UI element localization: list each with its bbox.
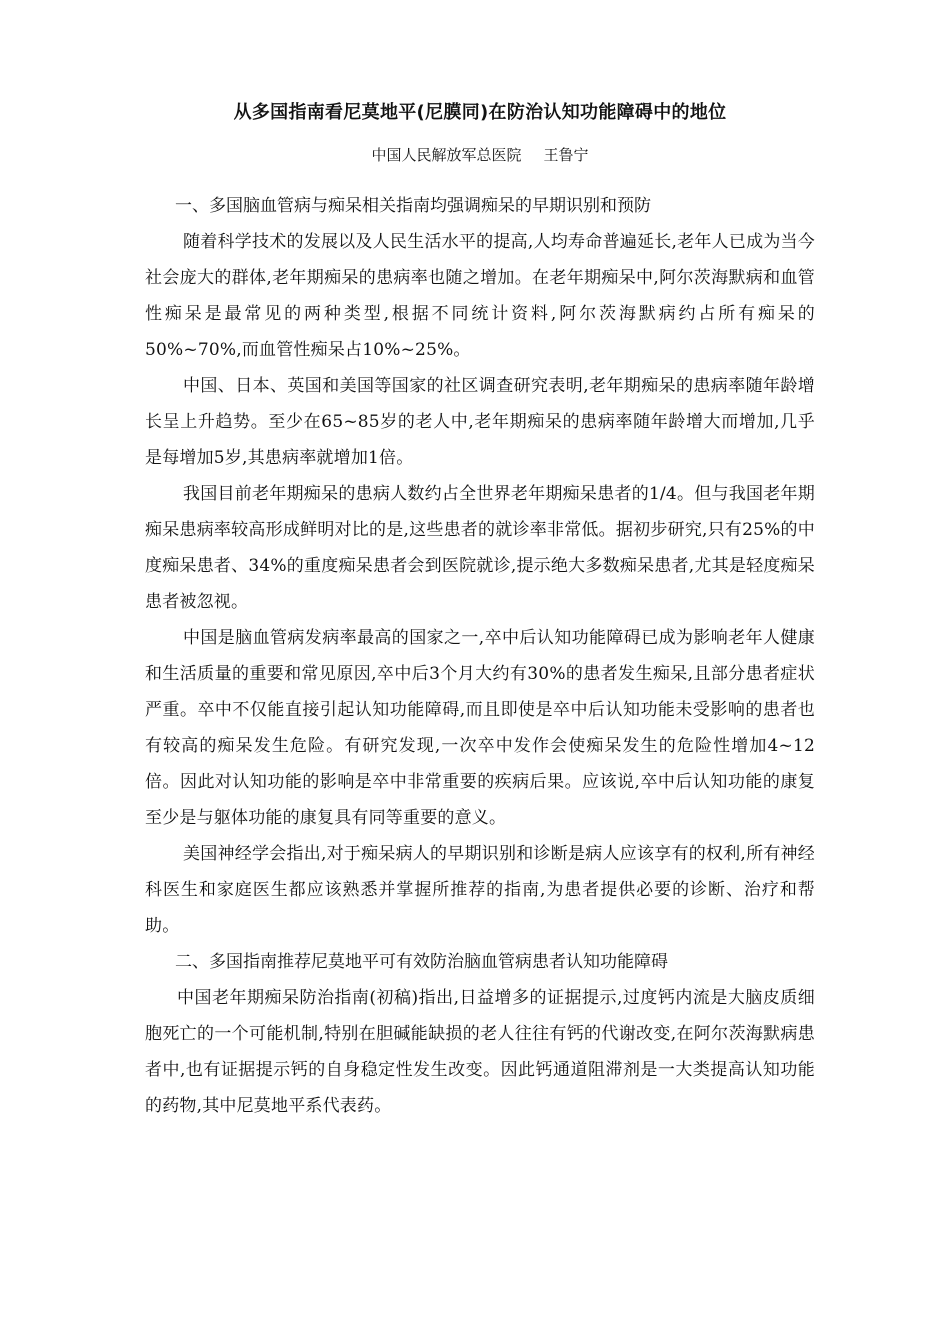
section-heading: 一、多国脑血管病与痴呆相关指南均强调痴呆的早期识别和预防 <box>175 196 651 216</box>
document-page <box>145 100 815 1124</box>
author-institution: 中国人民解放军总医院 <box>371 146 522 164</box>
paragraph: 我国目前老年期痴呆的患病人数约占全世界老年期痴呆患者的1/4。但与我国老年期痴呆患病率较高形成鲜明对比的是,这些患者的就诊率非常低。据初步研究,只有25%的中度痴呆患者、34%的重度痴呆患者会到医院就诊,提示绝大多数痴呆患者,尤其是轻度痴呆患者被忽视。 <box>145 484 815 612</box>
byline <box>145 144 815 166</box>
paragraph: 中国老年期痴呆防治指南(初稿)指出,日益增多的证据提示,过度钙内流是大脑皮质细胞死亡的一个可能机制,特别在胆碱能缺损的老人往往有钙的代谢改变,在阿尔茨海默病患者中,也有证据提示钙的自身稳定性发生改变。因此钙通道阻滞剂是一大类提高认知功能的药物,其中尼莫地平系代表药。 <box>145 988 815 1116</box>
document-title: 从多国指南看尼莫地平(尼膜同)在防治认知功能障碍中的地位 <box>233 102 727 123</box>
section-2 <box>145 944 815 1124</box>
section-heading: 二、多国指南推荐尼莫地平可有效防治脑血管病患者认知功能障碍 <box>175 952 668 972</box>
paragraph: 随着科学技术的发展以及人民生活水平的提高,人均寿命普遍延长,老年人已成为当今社会庞大的群体,老年期痴呆的患病率也随之增加。在老年期痴呆中,阿尔茨海默病和血管性痴呆是最常见的两种类型,根据不同统计资料,阿尔茨海默病约占所有痴呆的50%~70%,而血管性痴呆占10%~25%。 <box>145 232 815 360</box>
paragraph: 中国是脑血管病发病率最高的国家之一,卒中后认知功能障碍已成为影响老年人健康和生活质量的重要和常见原因,卒中后3个月大约有30%的患者发生痴呆,且部分患者症状严重。卒中不仅能直接引起认知功能障碍,而且即使是卒中后认知功能未受影响的患者也有较高的痴呆发生危险。有研究发现,一次卒中发作会使痴呆发生的危险性增加4~12倍。因此对认知功能的影响是卒中非常重要的疾病后果。应该说,卒中后认知功能的康复至少是与躯体功能的康复具有同等重要的意义。 <box>145 628 815 828</box>
section-1 <box>145 188 815 944</box>
paragraph: 美国神经学会指出,对于痴呆病人的早期识别和诊断是病人应该享有的权利,所有神经科医生和家庭医生都应该熟悉并掌握所推荐的指南,为患者提供必要的诊断、治疗和帮助。 <box>145 844 815 936</box>
paragraph: 中国、日本、英国和美国等国家的社区调查研究表明,老年期痴呆的患病率随年龄增长呈上升趋势。至少在65~85岁的老人中,老年期痴呆的患病率随年龄增大而增加,几乎是每增加5岁,其患病率就增加1倍。 <box>145 376 815 468</box>
author-name: 王鲁宁 <box>543 146 589 164</box>
